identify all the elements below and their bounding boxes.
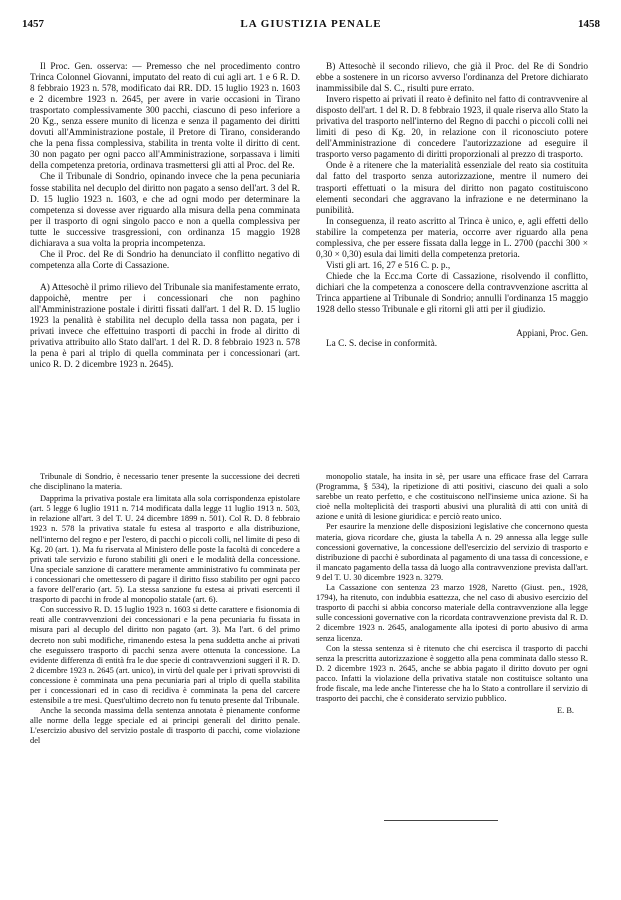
paragraph: Il Proc. Gen. osserva: — Premesso che nel procedimento contro Trinca Colonnel Giovanni, imputato del reato di cui agli art. 1 e 6 R. D. 8 febbraio 1923 n. 578, modificato dai RR. DD. 15 luglio 1923 n. 1603 e 2 dicembre 1923 n. 2645, per avere in varie occasioni in Tirano trasportato complessivamente 300 pacchi, ciascuno di peso inferiore a 20 Kg., senza essere munito di licenza e senza il pagamento dei diritti dovuti all'Amministrazione postale, il Pretore di Tirano, considerando che la pena fissa complessiva, stabilita in trenta volte il diritto di cent. 30 non pagato per ogni pacco all'Amministrazione, sorpassava i limiti della competenza pretoria, ordinava trasmettersi gli atti al Proc. del Re. (30, 62, 300, 172)
paragraph-a: A) Attesochè il primo rilievo del Tribunale sia manifestamente errato, dappoichè, mentre per i concessionari che non paghino all'Amministrazione postale i diritti fissati dall'art. 1 del R. D. 15 luglio 1923 la penalità è stabilita nel decuplo della tassa non pagata, per i privati invece che effettuino trasporti di pacchi in frode al diritto di privativa attribuito allo Stato dall'art. 1 del R. D. 8 febbraio 1923 n. 578 la pena è pari al triplo di quella comminata per i concessionari (art. unico R. D. 2 dicembre 1923 n. 2645). (30, 282, 300, 371)
paragraph: Onde è a ritenere che la materialità essenziale del reato sia costituita dal fatto del trasporto senza autorizzazione, mentre il numero dei trasporti effettuati o la misura del diritto non pagato costituiscono elementi secondari che aggravano la infrazione e ne determinano la punibilità. (316, 161, 588, 216)
paragraph: Visti gli art. 16, 27 e 516 C. p. p., (326, 260, 451, 271)
lower-right-column (316, 472, 588, 716)
note-paragraph: Dapprima la privativa postale era limitata alla sola corrispondenza epistolare (art. 5 legge 6 luglio 1911 n. 714 modificata dalla legge 11 luglio 1913 n. 503, in relazione all'art. 3 del T. U. 24 dicembre 1899 n. 501). Col R. D. 8 febbraio 1923 n. 578 la privativa statale fu estesa al trasporto e alla distribuzione, nell'interno del regno e per l'estero, di pacchi o piccoli colli, nel limite di peso di Kg. 20 (art. 1). Ma fu riservata al Ministero delle poste la facoltà di concedere a privati tale servizio e furono stabiliti gli oneri e le modalità della concessione. Una speciale sanzione di carattere meramente amministrativo fu comminata per i concessionari che omettessero di pagare il diritto fisso stabilito per ogni pacco a favore dell'erario (art. 5). La stessa sanzione fu estesa ai privati esercenti il trasporto di pacchi in frode al monopolio statale (art. 6). (30, 494, 300, 605)
upper-right-column (316, 62, 588, 350)
journal-title: LA GIUSTIZIA PENALE (240, 18, 382, 30)
note-paragraph: Con la stessa sentenza si è ritenuto che chi esercisca il trasporto di pacchi senza la prescritta autorizzazione è soggetto alla pena comminata dallo stesso R. D. 2 dicembre 1923 n. 2645, anche se abbia pagato il diritto dovuto per ogni pacco. Infatti la violazione della privativa statale non costituisce soltanto una frode fiscale, ma lede anche l'interesse che ha lo Stato a controllare il servizio di trasporto dei pacchi, che è considerato servizio pubblico. (316, 643, 588, 704)
conformity-note: La C. S. decise in conformità. (326, 339, 438, 350)
signature: Appiani, Proc. Gen. (516, 328, 588, 339)
paragraph: Chiede che la Ecc.ma Corte di Cassazione, risolvendo il conflitto, dichiari che la competenza a conoscere della contravvenzione ascritta al Trinca appartiene al Tribunale di Sondrio; annulli l'ordinanza 15 maggio 1928 dello stesso Tribunale e gli ritorni gli atti per il giudizio. (316, 271, 588, 316)
note-paragraph: Anche la seconda massima della sentenza annotata è pienamente conforme alle norme della legge speciale ed ai principi generali del diritto penale. L'esercizio abusivo del servizio postale di trasporto di pacchi, come violazione del (30, 706, 300, 746)
paragraph: Che il Tribunale di Sondrio, opinando invece che la pena pecuniaria fosse stabilita nel decuplo del diritto non pagato a senso dell'art. 3 del R. D. 15 luglio 1923 n. 1603, e che ad ogni modo per determinare la competenza si dovesse aver riguardo alla misura della pena comminata per il trasporto di ogni singolo pacco e non a quella complessiva per tutte le successive trasgressioni, con ordinanza 15 maggio 1928 dichiarava a sua volta la propria incompetenza. (30, 172, 300, 249)
note-paragraph: La Cassazione con sentenza 23 marzo 1928, Naretto (Giust. pen., 1928, 1794), ha ritenuto, con indubbia esattezza, che nel caso di abusivo esercizio del trasporto di pacchi si abbia concorso materiale della contravvenzione alla legge sulle concessioni governative con la ricordata contravvenzione prevista dal R. D. 2 dicembre 1923 n. 2645, analogamente alla ipotesi di porto abusivo di arma senza licenza. (316, 583, 588, 643)
note-paragraph: Tribunale di Sondrio, è necessario tener presente la successione dei decreti che disciplinano la materia. (30, 472, 300, 492)
note-paragraph: monopolio statale, ha insita in sè, per usare una efficace frase del Carrara (Programma, § 534), la ripetizione di atti positivi, ciascuno dei quali a solo sarebbe un reato perfetto, e che costituiscono nell'insieme unica azione. Si ha cioè nella molteplicità dei trasporti abusivi una pluralità di atti con unità di azione e unità di lesione giuridica: e perciò reato unico. (316, 472, 588, 522)
lower-left-column (30, 472, 300, 747)
upper-left-column (30, 62, 300, 371)
paragraph-b: B) Attesochè il secondo rilievo, che già il Proc. del Re di Sondrio ebbe a sostenere in un ricorso avverso l'ordinanza del Pretore dichiarato inammissibile dal S. C., risulti pure errato. (316, 62, 588, 95)
page-number-left: 1457 (22, 18, 44, 30)
note-paragraph: Con successivo R. D. 15 luglio 1923 n. 1603 si dette carattere e fisionomia di reati alle contravvenzioni dei concessionari e la pena pecuniaria fu fissata in misura pari al decuplo del diritto non pagato (art. 3). Ma l'art. 6 del primo decreto non subì modifiche, rimanendo estesa la pena suddetta anche ai privati che eseguissero trasporto di pacchi senza avere ottenuta la concessione. La evidente differenza di entità fra le due specie di contravvenzioni suggerì il R. D. 2 dicembre 1923 n. 2645 (art. unico), in virtù del quale per i privati sprovvisti di concessione è comminata una pena pecuniaria pari al triplo di quella stabilita per i concessionari ed in caso di recidiva è comminata la pena del carcere estensibile a tre mesi. Quest'ultimo decreto non fu tenuto presente dal Tribunale. (30, 605, 300, 706)
note-paragraph: Per esaurire la menzione delle disposizioni legislative che concernono questa materia, giova ricordare che, giusta la tabella A n. 29 annessa alla legge sulle concessioni governative, la concessione dell'esercizio del servizio di trasporto e distribuzione di pacchi è subordinata al pagamento di una tassa di concessione, e il mancato pagamento della tassa dà luogo alla contravvenzione prevista dall'art. 9 del T. U. 30 dicembre 1923 n. 3279. (316, 522, 588, 582)
paragraph: In conseguenza, il reato ascritto al Trinca è unico, e, agli effetti dello stabilire la competenza per materia, occorre aver riguardo alla pena complessiva, che per essere fissata dalla legge in L. 2700 (pacchi 300 × 0,30 × 0,30) esula dai limiti della competenza pretoria. (316, 216, 588, 260)
author-initials: E. B. (557, 706, 574, 716)
page-number-right: 1458 (578, 18, 600, 30)
paragraph: Che il Proc. del Re di Sondrio ha denunciato il conflitto negativo di competenza alla Corte di Cassazione. (30, 249, 300, 271)
paragraph: Invero rispetto ai privati il reato è definito nel fatto di contravvenire al disposto dell'art. 1 del R. D. 8 febbraio 1923, il quale riserva allo Stato la privativa del trasporto nell'interno del Regno di pacchi o piccoli colli nei limiti di peso di Kg. 20, in relazione con il riconosciuto potere dell'Amministrazione di concedere l'autorizzazione ad eseguire il trasporto verso pagamento di diritti proporzionali al prezzo di trasporto. (316, 95, 588, 161)
closing-rule (384, 820, 498, 821)
page-header (22, 18, 600, 36)
